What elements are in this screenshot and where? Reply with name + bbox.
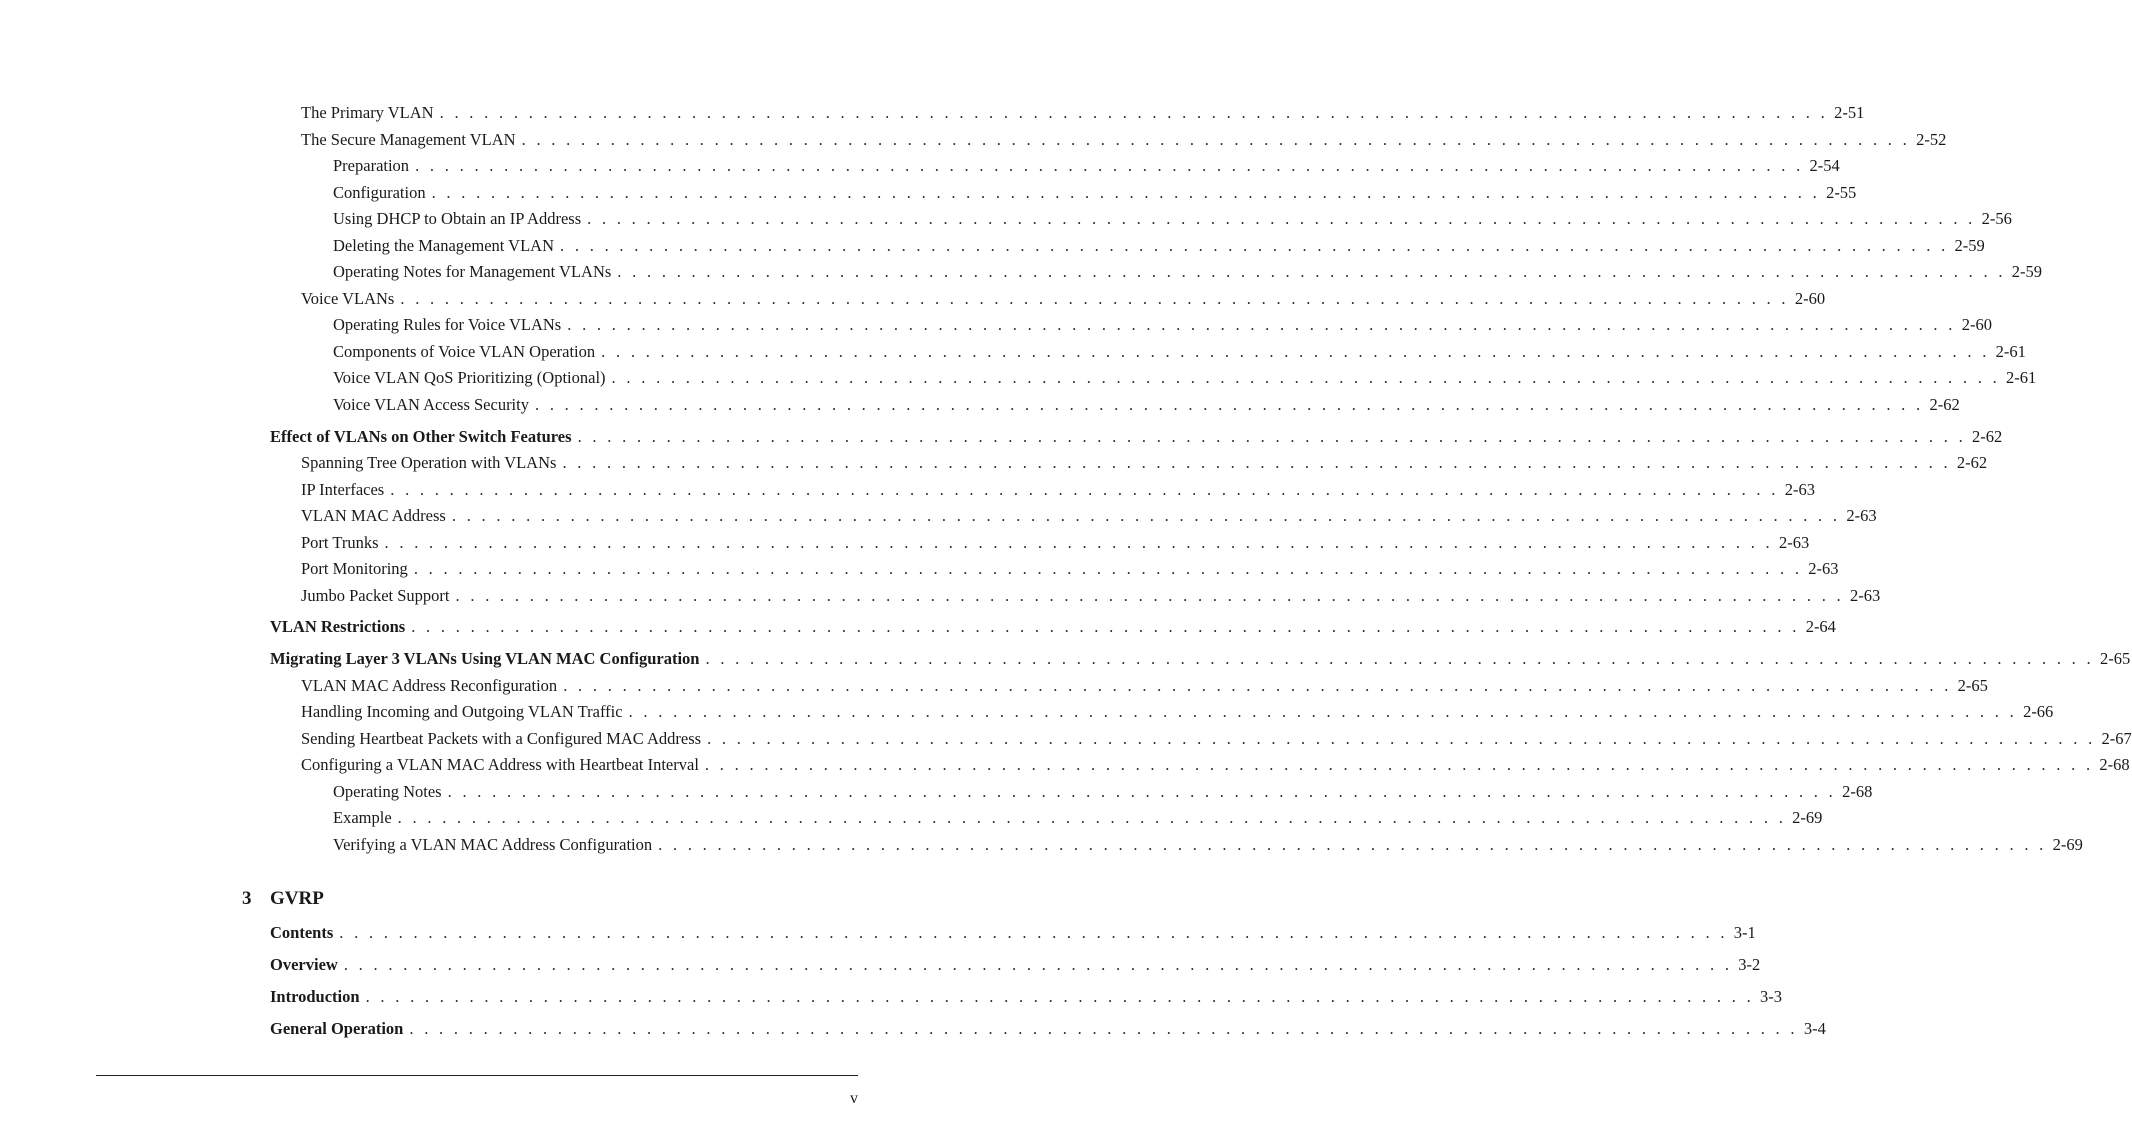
toc-entry[interactable]	[270, 1018, 1826, 1040]
toc-entry-title: The Primary VLAN	[301, 103, 434, 122]
dot-leader: . . . . . . . . . . . . . . . . . . . . . . . . . . . . . . . . . . . . . . . . . . . . . . . . . . . . . . . . . . . . . . . . . . . . . . . . . . . . . . . . . . . . . . . . . . . . . .	[707, 729, 2096, 748]
dot-leader: . . . . . . . . . . . . . . . . . . . . . . . . . . . . . . . . . . . . . . . . . . . . . . . . . . . . . . . . . . . . . . . . . . . . . . . . . . . . . . . . . . . . . . . . . . . . . .	[409, 1019, 1798, 1038]
toc-entry-page: 2-63	[1784, 480, 1815, 499]
toc-entry-title: Port Monitoring	[301, 559, 408, 578]
toc-entry-title: Using DHCP to Obtain an IP Address	[333, 209, 582, 228]
toc-entry-title: Deleting the Management VLAN	[333, 236, 555, 255]
dot-leader: . . . . . . . . . . . . . . . . . . . . . . . . . . . . . . . . . . . . . . . . . . . . . . . . . . . . . . . . . . . . . . . . . . . . . . . . . . . . . . . . . . . . . . . . . . . . . .	[562, 453, 1951, 472]
toc-entry-page: 2-52	[1916, 130, 1947, 149]
toc-entry-title: Sending Heartbeat Packets with a Configured MAC Address	[301, 729, 702, 748]
toc-entry-page: 3-1	[1733, 923, 1756, 942]
dot-leader: . . . . . . . . . . . . . . . . . . . . . . . . . . . . . . . . . . . . . . . . . . . . . . . . . . . . . . . . . . . . . . . . . . . . . . . . . . . . . . . . . . . . . . . . . . . . . .	[451, 506, 1841, 525]
dot-leader: . . . . . . . . . . . . . . . . . . . . . . . . . . . . . . . . . . . . . . . . . . . . . . . . . . . . . . . . . . . . . . . . . . . . . . . . . . . . . . . . . . . . . . . . . . . . . .	[617, 262, 2006, 281]
toc-entry-page: 2-67	[2101, 729, 2132, 748]
toc-entry[interactable]	[333, 367, 2037, 389]
toc-entry-title: Jumbo Packet Support	[301, 586, 450, 605]
dot-leader: . . . . . . . . . . . . . . . . . . . . . . . . . . . . . . . . . . . . . . . . . . . . . . . . . . . . . . . . . . . . . . . . . . . . . . . . . . . . . . . . . . . . . . . . . . . . . .	[413, 559, 1803, 578]
toc-entry-page: 2-68	[1842, 782, 1873, 801]
toc-entry-page: 3-3	[1760, 987, 1783, 1006]
dot-leader: . . . . . . . . . . . . . . . . . . . . . . . . . . . . . . . . . . . . . . . . . . . . . . . . . . . . . . . . . . . . . . . . . . . . . . . . . . . . . . . . . . . . . . . . . . . . . .	[431, 183, 1821, 202]
dot-leader: . . . . . . . . . . . . . . . . . . . . . . . . . . . . . . . . . . . . . . . . . . . . . . . . . . . . . . . . . . . . . . . . . . . . . . . . . . . . . . . . . . . . . . . . . . . . . .	[560, 236, 1949, 255]
toc-entry-page: 2-60	[1794, 289, 1826, 308]
toc-entry[interactable]	[301, 102, 1865, 124]
dot-leader: . . . . . . . . . . . . . . . . . . . . . . . . . . . . . . . . . . . . . . . . . . . . . . . . . . . . . . . . . . . . . . . . . . . . . . . . . . . . . . . . . . . . . . . . . . . . . .	[587, 209, 1976, 228]
toc-entry-title: Overview	[270, 955, 338, 974]
toc-entry-page: 2-69	[2052, 835, 2083, 854]
toc-entry[interactable]	[301, 452, 1988, 474]
toc-entry-page: 2-63	[1778, 533, 1810, 552]
toc-entry-page: 2-62	[1972, 427, 2003, 446]
toc-entry[interactable]	[270, 986, 1783, 1008]
toc-entry[interactable]	[301, 675, 1988, 697]
toc-entry-page: 2-61	[2006, 368, 2037, 387]
toc-entry[interactable]	[333, 155, 1840, 177]
toc-entry-page: 3-2	[1738, 955, 1761, 974]
toc-entry-title: Introduction	[270, 987, 360, 1006]
toc-entry[interactable]	[333, 394, 1960, 416]
dot-leader: . . . . . . . . . . . . . . . . . . . . . . . . . . . . . . . . . . . . . . . . . . . . . . . . . . . . . . . . . . . . . . . . . . . . . . . . . . . . . . . . . . . . . . . . . . . . . .	[534, 395, 1924, 414]
toc-entry-title: Effect of VLANs on Other Switch Features	[270, 427, 572, 446]
toc-entry[interactable]	[301, 505, 1877, 527]
dot-leader: . . . . . . . . . . . . . . . . . . . . . . . . . . . . . . . . . . . . . . . . . . . . . . . . . . . . . . . . . . . . . . . . . . . . . . . . . . . . . . . . . . . . . . . . . . . . . .	[365, 987, 1755, 1006]
toc-entry[interactable]	[301, 532, 1810, 554]
toc-entry[interactable]	[270, 648, 2131, 670]
dot-leader: . . . . . . . . . . . . . . . . . . . . . . . . . . . . . . . . . . . . . . . . . . . . . . . . . . . . . . . . . . . . . . . . . . . . . . . . . . . . . . . . . . . . . . . . . . . . . .	[601, 342, 1990, 361]
dot-leader: . . . . . . . . . . . . . . . . . . . . . . . . . . . . . . . . . . . . . . . . . . . . . . . . . . . . . . . . . . . . . . . . . . . . . . . . . . . . . . . . . . . . . . . . . . . . . .	[343, 955, 1733, 974]
toc-entry-title: Handling Incoming and Outgoing VLAN Traffic	[301, 702, 623, 721]
toc-entry-title: Operating Rules for Voice VLANs	[333, 315, 562, 334]
dot-leader: . . . . . . . . . . . . . . . . . . . . . . . . . . . . . . . . . . . . . . . . . . . . . . . . . . . . . . . . . . . . . . . . . . . . . . . . . . . . . . . . . . . . . . . . . . . . . .	[567, 315, 1956, 334]
toc-entry-page: 2-65	[2099, 649, 2131, 668]
toc-entry-title: IP Interfaces	[301, 480, 385, 499]
dot-leader: . . . . . . . . . . . . . . . . . . . . . . . . . . . . . . . . . . . . . . . . . . . . . . . . . . . . . . . . . . . . . . . . . . . . . . . . . . . . . . . . . . . . . . . . . . . . . .	[384, 533, 1773, 552]
toc-entry-title: The Secure Management VLAN	[301, 130, 516, 149]
toc-entry-title: Voice VLAN Access Security	[333, 395, 529, 414]
toc-entry-title: Contents	[270, 923, 334, 942]
toc-entry-page: 2-56	[1981, 209, 2012, 228]
toc-entry[interactable]	[301, 129, 1947, 151]
toc-entry[interactable]	[301, 288, 1826, 310]
toc-entry-title: General Operation	[270, 1019, 404, 1038]
dot-leader: . . . . . . . . . . . . . . . . . . . . . . . . . . . . . . . . . . . . . . . . . . . . . . . . . . . . . . . . . . . . . . . . . . . . . . . . . . . . . . . . . . . . . . . . . . . . . .	[658, 835, 2047, 854]
dot-leader: . . . . . . . . . . . . . . . . . . . . . . . . . . . . . . . . . . . . . . . . . . . . . . . . . . . . . . . . . . . . . . . . . . . . . . . . . . . . . . . . . . . . . . . . . . . . . .	[411, 617, 1800, 636]
toc-entry-page: 2-51	[1834, 103, 1865, 122]
dot-leader: . . . . . . . . . . . . . . . . . . . . . . . . . . . . . . . . . . . . . . . . . . . . . . . . . . . . . . . . . . . . . . . . . . . . . . . . . . . . . . . . . . . . . . . . . . . . . .	[704, 755, 2094, 774]
dot-leader: . . . . . . . . . . . . . . . . . . . . . . . . . . . . . . . . . . . . . . . . . . . . . . . . . . . . . . . . . . . . . . . . . . . . . . . . . . . . . . . . . . . . . . . . . . . . . .	[400, 289, 1789, 308]
dot-leader: . . . . . . . . . . . . . . . . . . . . . . . . . . . . . . . . . . . . . . . . . . . . . . . . . . . . . . . . . . . . . . . . . . . . . . . . . . . . . . . . . . . . . . . . . . . . . .	[390, 480, 1779, 499]
dot-leader: . . . . . . . . . . . . . . . . . . . . . . . . . . . . . . . . . . . . . . . . . . . . . . . . . . . . . . . . . . . . . . . . . . . . . . . . . . . . . . . . . . . . . . . . . . . . . .	[611, 368, 2001, 387]
toc-entry-title: Operating Notes	[333, 782, 442, 801]
toc-entry-title: Voice VLAN QoS Prioritizing (Optional)	[333, 368, 606, 387]
toc-entry-title: Configuring a VLAN MAC Address with Heartbeat Interval	[301, 755, 699, 774]
toc-entry-page: 2-54	[1809, 156, 1840, 175]
dot-leader: . . . . . . . . . . . . . . . . . . . . . . . . . . . . . . . . . . . . . . . . . . . . . . . . . . . . . . . . . . . . . . . . . . . . . . . . . . . . . . . . . . . . . . . . . . . . . .	[439, 103, 1829, 122]
toc-entry[interactable]	[301, 701, 2054, 723]
toc-entry-title: Verifying a VLAN MAC Address Configuration	[333, 835, 653, 854]
toc-entry[interactable]	[333, 781, 1873, 803]
toc-entry-page: 2-60	[1961, 315, 1992, 334]
toc-entry-page: 2-61	[1995, 342, 2026, 361]
dot-leader: . . . . . . . . . . . . . . . . . . . . . . . . . . . . . . . . . . . . . . . . . . . . . . . . . . . . . . . . . . . . . . . . . . . . . . . . . . . . . . . . . . . . . . . . . . . . . .	[563, 676, 1952, 695]
chapter-title: GVRP	[270, 888, 324, 909]
toc-entry[interactable]	[333, 235, 1985, 257]
toc-entry-title: Spanning Tree Operation with VLANs	[301, 453, 557, 472]
toc-entry-title: Components of Voice VLAN Operation	[333, 342, 596, 361]
toc-entry[interactable]	[333, 834, 2083, 856]
dot-leader: . . . . . . . . . . . . . . . . . . . . . . . . . . . . . . . . . . . . . . . . . . . . . . . . . . . . . . . . . . . . . . . . . . . . . . . . . . . . . . . . . . . . . . . . . . . . . .	[339, 923, 1728, 942]
page-number: v	[850, 1090, 858, 1107]
toc-entry-title: Migrating Layer 3 VLANs Using VLAN MAC Configuration	[270, 649, 700, 668]
toc-entry-page: 2-62	[1929, 395, 1960, 414]
toc-entry-title: Configuration	[333, 183, 426, 202]
toc-entry[interactable]	[333, 261, 2043, 283]
toc-entry-title: Example	[333, 808, 392, 827]
toc-entry[interactable]	[333, 314, 1992, 336]
dot-leader: . . . . . . . . . . . . . . . . . . . . . . . . . . . . . . . . . . . . . . . . . . . . . . . . . . . . . . . . . . . . . . . . . . . . . . . . . . . . . . . . . . . . . . . . . . . . . .	[397, 808, 1787, 827]
dot-leader: . . . . . . . . . . . . . . . . . . . . . . . . . . . . . . . . . . . . . . . . . . . . . . . . . . . . . . . . . . . . . . . . . . . . . . . . . . . . . . . . . . . . . . . . . . . . . .	[447, 782, 1837, 801]
toc-entry[interactable]	[270, 954, 1761, 976]
toc-entry-page: 2-55	[1826, 183, 1857, 202]
toc-entry-page: 2-63	[1849, 586, 1881, 605]
toc-entry-page: 2-59	[2011, 262, 2043, 281]
dot-leader: . . . . . . . . . . . . . . . . . . . . . . . . . . . . . . . . . . . . . . . . . . . . . . . . . . . . . . . . . . . . . . . . . . . . . . . . . . . . . . . . . . . . . . . . . . . . . .	[628, 702, 2018, 721]
footer-rule	[96, 1075, 858, 1076]
dot-leader: . . . . . . . . . . . . . . . . . . . . . . . . . . . . . . . . . . . . . . . . . . . . . . . . . . . . . . . . . . . . . . . . . . . . . . . . . . . . . . . . . . . . . . . . . . . . . .	[415, 156, 1804, 175]
chapter-number: 3	[242, 888, 252, 909]
toc-entry[interactable]	[301, 585, 1881, 607]
toc-entry-title: Operating Notes for Management VLANs	[333, 262, 612, 281]
dot-leader: . . . . . . . . . . . . . . . . . . . . . . . . . . . . . . . . . . . . . . . . . . . . . . . . . . . . . . . . . . . . . . . . . . . . . . . . . . . . . . . . . . . . . . . . . . . . . .	[521, 130, 1911, 149]
toc-entry-page: 2-63	[1846, 506, 1877, 525]
toc-entry[interactable]	[270, 426, 2003, 448]
toc-entry-page: 2-65	[1957, 676, 1988, 695]
toc-entry[interactable]	[301, 558, 1839, 580]
chapter-heading	[242, 887, 324, 911]
toc-entry-page: 2-68	[2099, 755, 2130, 774]
toc-entry[interactable]	[270, 922, 1756, 944]
dot-leader: . . . . . . . . . . . . . . . . . . . . . . . . . . . . . . . . . . . . . . . . . . . . . . . . . . . . . . . . . . . . . . . . . . . . . . . . . . . . . . . . . . . . . . . . . . . . . .	[705, 649, 2094, 668]
toc-entry-title: Port Trunks	[301, 533, 379, 552]
toc-entry-page: 2-62	[1956, 453, 1988, 472]
toc-entry-page: 2-59	[1954, 236, 1985, 255]
toc-entry[interactable]	[333, 208, 2012, 230]
toc-entry[interactable]	[301, 728, 2132, 750]
toc-entry[interactable]	[270, 616, 1836, 638]
dot-leader: . . . . . . . . . . . . . . . . . . . . . . . . . . . . . . . . . . . . . . . . . . . . . . . . . . . . . . . . . . . . . . . . . . . . . . . . . . . . . . . . . . . . . . . . . . . . . .	[455, 586, 1844, 605]
toc-entry-title: Preparation	[333, 156, 410, 175]
toc-entry-title: VLAN MAC Address Reconfiguration	[301, 676, 558, 695]
toc-entry[interactable]	[333, 341, 2026, 363]
toc-entry-page: 2-64	[1805, 617, 1836, 636]
toc-entry-title: Voice VLANs	[301, 289, 395, 308]
toc-entry-page: 2-66	[2023, 702, 2054, 721]
toc-entry[interactable]	[333, 807, 1823, 829]
toc-entry-title: VLAN Restrictions	[270, 617, 406, 636]
toc-entry-page: 2-63	[1808, 559, 1839, 578]
toc-entry-page: 2-69	[1792, 808, 1823, 827]
toc-entry[interactable]	[301, 754, 2130, 776]
dot-leader: . . . . . . . . . . . . . . . . . . . . . . . . . . . . . . . . . . . . . . . . . . . . . . . . . . . . . . . . . . . . . . . . . . . . . . . . . . . . . . . . . . . . . . . . . . . . . .	[577, 427, 1967, 446]
toc-entry[interactable]	[301, 479, 1815, 501]
toc-entry-title: VLAN MAC Address	[301, 506, 446, 525]
toc-entry-page: 3-4	[1803, 1019, 1826, 1038]
toc-entry[interactable]	[333, 182, 1857, 204]
